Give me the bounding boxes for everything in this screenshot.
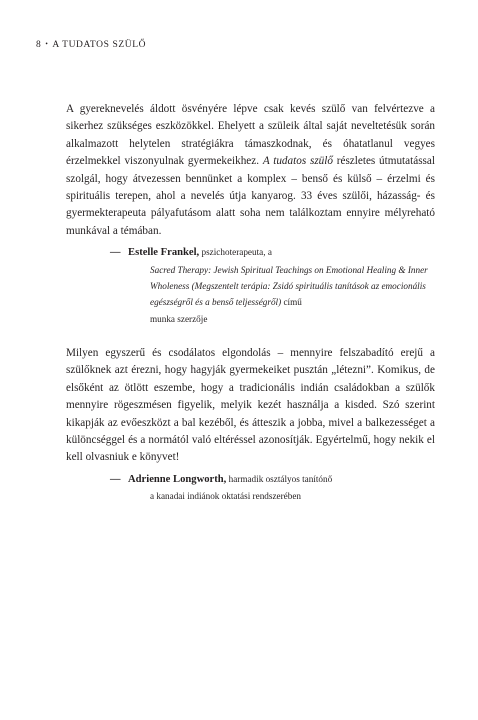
attribution-first-line	[110, 471, 435, 488]
em-dash: —	[110, 247, 121, 259]
author-role: pszichoterapeuta, a	[201, 247, 272, 258]
quoted-book-title: A tudatos szülő	[262, 155, 333, 168]
quote-text-part-2: részletes útmutatással szolgál, hogy átvezessen bennünket a komplex – benső és külső – érzelmi és spirituális terepen, ahol a nevelés útja kanyarog. 33 éves szülői, házasság- és gyermekterapeuta pályafutásom alatt soha nem találkoztam ennyire mélyreható munkával a témában.	[66, 155, 435, 237]
author-role-line-2: a kanadai indiánok oktatási rendszerében	[150, 491, 302, 502]
author-role: harmadik osztályos tanítónő	[228, 473, 333, 484]
bullet-separator: •	[45, 40, 49, 48]
em-dash: —	[110, 473, 121, 485]
author-work-title: Sacred Therapy: Jewish Spiritual Teachings on Emotional Healing & Inner Wholeness (Megszentelt terápia: Zsidó spirituális tanítások az emocionális egészségről és a benső teljességről)	[150, 264, 428, 308]
running-head	[36, 38, 146, 51]
attribution-work-block	[128, 262, 435, 311]
author-role-line-2: munka szerzője	[150, 313, 208, 324]
page-number: 8	[36, 40, 42, 50]
author-name: Estelle Frankel,	[128, 247, 200, 259]
attribution-first-line	[110, 244, 435, 261]
endorsement-longworth	[66, 345, 435, 505]
endorsement-frankel	[66, 101, 435, 327]
endorsement-attribution	[66, 244, 435, 327]
author-role-suffix: című	[281, 297, 302, 308]
book-title-header: A TUDATOS SZÜLŐ	[52, 40, 147, 50]
endorsement-quote: Milyen egyszerű és csodálatos elgondolás – mennyire felszabadító erejű a szülőknek azt érezni, hogy hagyják gyermekeiket pusztán „létezni”. Komikus, de elsőként az ötlött eszembe, hogy a tradicionális indián családokban a szülők mennyire rögeszmésen figyelik, melyik kezét használja a kisded. Szó szerint kikapják az evőeszközt a bal kezéből, és átteszik a jobba, mivel a balkezességet a különcséggel és a normától való eltéréssel azonosítják. Egyértelmű, hogy nekik el kell olvasniuk e könyvet!	[66, 347, 435, 464]
endorsement-quote	[66, 101, 435, 240]
quote-text-part-1: A gyereknevelés áldott ösvényére lépve csak kevés szülő van felvértezve a sikerhez szükséges eszközökkel. Ehelyett a szüleik által saját neveltetésük során alkalmazott helytelen stratégiákra támaszkodnak, és óhatatlanul vegyes érzelmekkel viszonyulnak gyermekeikhez.	[66, 103, 435, 168]
author-name: Adrienne Longworth,	[128, 473, 227, 485]
endorsement-attribution	[66, 471, 435, 505]
